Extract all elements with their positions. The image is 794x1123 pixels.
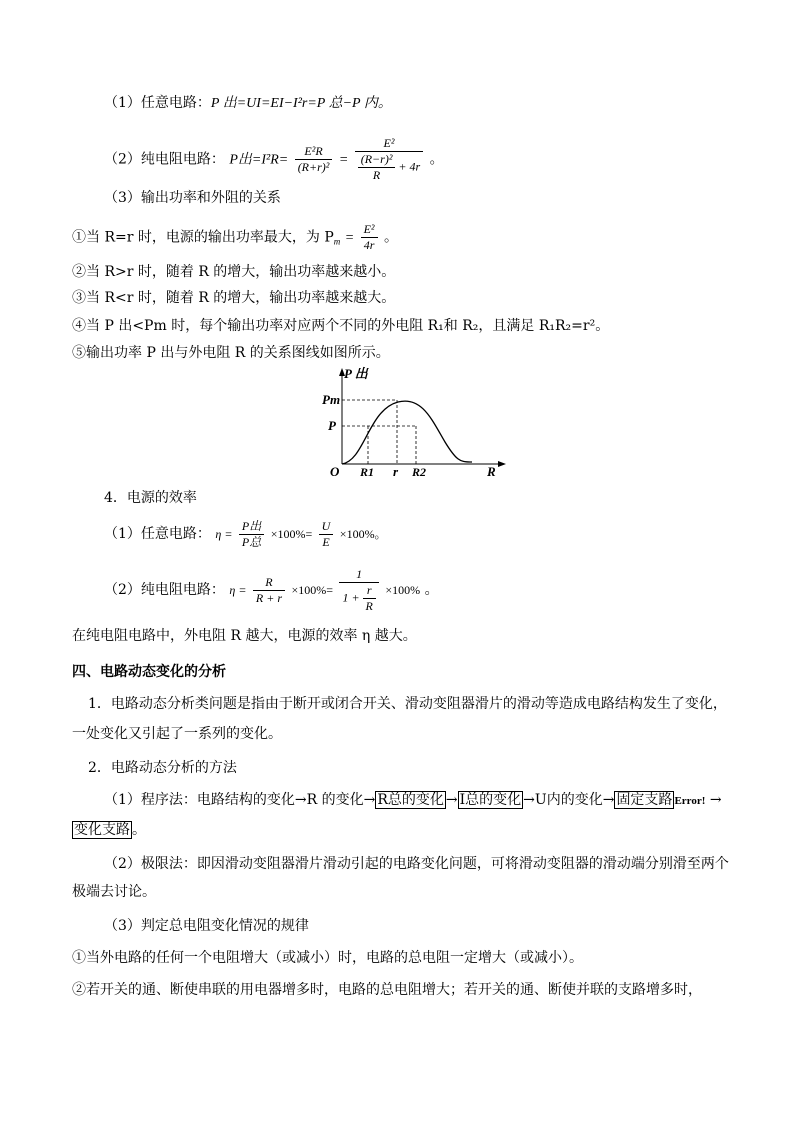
period: 。 xyxy=(132,822,146,838)
denominator: R + r xyxy=(255,590,282,605)
numerator: E²R xyxy=(295,144,333,160)
fraction xyxy=(361,222,378,253)
end: ×100% xyxy=(385,583,421,597)
section-4-heading: 4．电源的效率 xyxy=(104,490,197,506)
fraction-1 xyxy=(295,144,333,175)
inner-denominator: R xyxy=(365,598,373,613)
rule-2: ②若开关的通、断使串联的用电器增多时，电路的总电阻增大；若开关的通、断使并联的支路增多时， xyxy=(72,982,702,998)
denominator: 4r xyxy=(363,238,375,252)
period: 。 xyxy=(383,229,398,246)
inner-numerator: r xyxy=(363,583,376,599)
numerator: 1 xyxy=(339,567,378,583)
numerator: R xyxy=(253,575,285,591)
denominator: (R+r)² xyxy=(297,160,330,174)
formula: P 出=UI=EI−I²r=P 总−P 内。 xyxy=(210,96,392,111)
equals: = xyxy=(338,152,349,168)
text: ①当 R=r 时，电源的输出功率最大，为 P xyxy=(72,229,334,246)
fixed-branch-box: 固定支路 xyxy=(616,792,673,808)
limit-method-line-1: （2）极限法：即因滑动变阻器滑片滑动引起的电路变化问题，可将滑动变阻器的滑动端分别滑至两个 xyxy=(104,856,729,872)
total-current-box: I总的变化 xyxy=(459,792,522,808)
den-prefix: 1 + xyxy=(342,589,360,604)
program-method-line-2 xyxy=(72,820,146,840)
r1-label: R1 xyxy=(360,465,375,479)
inner-tail: + 4r xyxy=(398,159,421,174)
end: ×100%。 xyxy=(339,527,387,541)
total-resistance-rule-heading: （3）判定总电阻变化情况的规律 xyxy=(104,918,309,934)
y-axis-label: P 出 xyxy=(344,366,368,381)
section-heading-output-power-relation: （3）输出功率和外阻的关系 xyxy=(104,190,281,206)
denominator xyxy=(339,583,378,614)
condition-1 xyxy=(72,222,398,257)
fraction-1 xyxy=(239,519,264,550)
error-text: Error! xyxy=(674,795,706,807)
origin-label: O xyxy=(330,464,340,479)
fraction-1 xyxy=(253,575,285,606)
label: （1）任意电路： xyxy=(104,526,211,542)
numerator: E² xyxy=(355,136,423,152)
formula-left: P出=I²R= xyxy=(229,152,289,168)
numerator: E² xyxy=(361,222,378,238)
condition-3: ③当 R<r 时，随着 R 的增大，输出功率越来越大。 xyxy=(72,290,396,306)
arrow-1: → xyxy=(445,792,458,808)
paragraph-1-line-1: 1．电路动态分析类问题是指由于断开或闭合开关、滑动变阻器滑片的滑动等造成电路结构发生了变化， xyxy=(88,696,727,712)
efficiency-any-circuit xyxy=(104,514,387,554)
arrow-2: → xyxy=(705,792,722,808)
inner-fraction xyxy=(363,583,376,614)
fraction-2 xyxy=(355,136,423,183)
equals: = xyxy=(344,230,355,246)
eta: η = xyxy=(215,527,233,541)
denominator: E xyxy=(322,534,330,549)
fraction-2 xyxy=(319,519,334,550)
rule-1: ①当外电路的任何一个电阻增大（或减小）时，电路的总电阻一定增大（或减小）。 xyxy=(72,950,583,966)
efficiency-conclusion: 在纯电阻电路中，外电阻 R 越大，电源的效率 η 越大。 xyxy=(72,628,417,644)
subscript: m xyxy=(333,236,341,247)
paragraph-2: 2．电路动态分析的方法 xyxy=(88,760,237,776)
middle: ×100%= xyxy=(291,583,333,597)
inner-denominator: R xyxy=(372,168,381,182)
condition-4: ④当 P 出<Pm 时，每个输出功率对应两个不同的外电阻 R₁和 R₂，且满足 R₁R₂=r²。 xyxy=(72,318,610,334)
changing-branch-box: 变化支路 xyxy=(74,822,130,838)
eta: η = xyxy=(229,583,247,597)
limit-method-line-2: 极端去讨论。 xyxy=(72,884,156,900)
x-axis-label: R xyxy=(487,464,496,479)
inner-fraction xyxy=(358,152,396,183)
paragraph-1-line-2: 一处变化又引起了一系列的变化。 xyxy=(72,726,282,742)
label: （2）纯电阻电路： xyxy=(104,151,225,168)
r2-label: R2 xyxy=(412,465,427,479)
r-label: r xyxy=(393,464,399,479)
section-heading-dynamic-analysis: 四、电路动态变化的分析 xyxy=(72,664,226,680)
any-circuit-output-power xyxy=(104,93,392,114)
inner-numerator: (R−r)² xyxy=(358,152,396,168)
fraction-2 xyxy=(339,567,378,614)
period: 。 xyxy=(424,582,439,598)
period: 。 xyxy=(429,151,444,168)
middle: ×100%= xyxy=(270,527,313,541)
output-power-vs-resistance-graph xyxy=(320,362,510,482)
numerator: P出 xyxy=(239,519,264,535)
program-method-line-1 xyxy=(104,790,722,811)
denominator: P总 xyxy=(241,534,262,549)
efficiency-pure-resistance xyxy=(104,564,439,616)
numerator: U xyxy=(319,519,334,535)
text-middle: →U内的变化→ xyxy=(523,792,615,808)
pure-resistance-output-power xyxy=(104,136,444,183)
label: （2）纯电阻电路： xyxy=(104,582,225,598)
total-resistance-box: R总的变化 xyxy=(377,792,444,808)
condition-2: ②当 R>r 时，随着 R 的增大，输出功率越来越小。 xyxy=(72,264,396,280)
text-prefix: （1）程序法：电路结构的变化→R 的变化→ xyxy=(104,792,376,808)
p-label: P xyxy=(328,418,336,433)
pm-label: Pm xyxy=(322,392,341,407)
denominator xyxy=(355,152,423,183)
label: （1）任意电路： xyxy=(104,95,211,111)
condition-5: ⑤输出功率 P 出与外电阻 R 的关系图线如图所示。 xyxy=(72,345,390,361)
